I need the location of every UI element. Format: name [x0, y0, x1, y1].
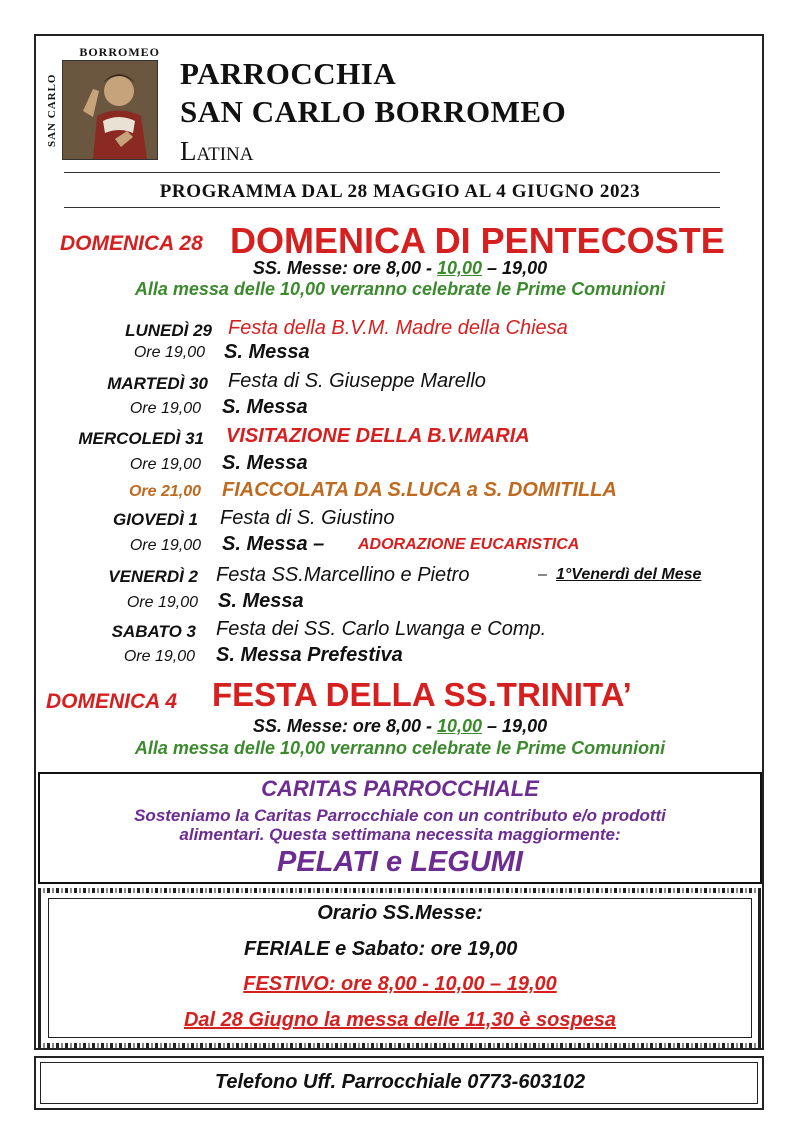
- time-mon: Ore 19,00: [133, 344, 205, 361]
- sunday2-day: DOMENICA 4: [46, 690, 178, 713]
- sunday2-masses: [0, 716, 800, 737]
- saint-portrait-image: [62, 60, 158, 160]
- day-label-fri: VENERDÌ 2: [108, 567, 198, 586]
- parish-city: Latina: [180, 136, 254, 166]
- sunday2-masses-suffix: – 19,00: [482, 716, 548, 736]
- day-label-sat: SABATO 3: [111, 622, 196, 641]
- mass-sat: S. Messa Prefestiva: [216, 644, 403, 666]
- sunday1-masses-suffix: – 19,00: [482, 258, 548, 278]
- programme-title: PROGRAMMA DAL 28 MAGGIO AL 4 GIUGNO 2023: [159, 181, 641, 202]
- schedule-notice: Dal 28 Giugno la messa delle 11,30 è sospesa: [183, 1009, 617, 1031]
- sunday1-masses: [0, 258, 800, 279]
- caritas-line1: Sosteniamo la Caritas Parrocchiale con un contributo e/o prodotti: [134, 806, 666, 825]
- time-sat: Ore 19,00: [123, 648, 195, 665]
- sunday2-feast: FESTA DELLA SS.TRINITA’: [212, 676, 632, 713]
- event-fri-dash: –: [538, 566, 547, 583]
- caritas-need: PELATI e LEGUMI: [277, 846, 523, 878]
- sunday1-note: Alla messa delle 10,00 verranno celebrate le Prime Comunioni: [134, 279, 666, 299]
- time-fri: Ore 19,00: [126, 594, 198, 611]
- sunday2-masses-highlight: 10,00: [436, 716, 483, 736]
- schedule-title: Orario SS.Messe:: [317, 902, 483, 924]
- time-wed-torchlight: Ore 21,00: [128, 483, 201, 500]
- day-label-wed: MERCOLEDÌ 31: [78, 429, 204, 448]
- day-label-mon: LUNEDÌ 29: [125, 321, 212, 340]
- schedule-feriale: FERIALE e Sabato: ore 19,00: [244, 938, 518, 960]
- sunday2-masses-prefix: SS. Messe: ore 8,00 -: [252, 716, 437, 736]
- event-mon: Festa della B.V.M. Madre della Chiesa: [228, 317, 568, 339]
- header-rule-top: [64, 172, 720, 173]
- sunday1-masses-prefix: SS. Messe: ore 8,00 -: [252, 258, 437, 278]
- event-tue: Festa di S. Giuseppe Marello: [228, 370, 486, 392]
- mass-tue: S. Messa: [222, 396, 308, 418]
- saint-portrait-drawing: [63, 61, 157, 159]
- event-wed-torchlight: FIACCOLATA DA S.LUCA a S. DOMITILLA: [222, 479, 617, 501]
- parish-title-line1: PARROCCHIA: [180, 56, 397, 91]
- mass-mon: S. Messa: [224, 341, 310, 363]
- day-label-tue: MARTEDÌ 30: [107, 374, 208, 393]
- schedule-festivo: FESTIVO: ore 8,00 - 10,00 – 19,00: [243, 973, 557, 995]
- header-rule-bottom: [64, 207, 720, 208]
- mass-wed: S. Messa: [222, 452, 308, 474]
- event-fri: Festa SS.Marcellino e Pietro: [216, 564, 470, 586]
- sunday1-feast: DOMENICA DI PENTECOSTE: [230, 220, 725, 261]
- sunday1-masses-highlight: 10,00: [436, 258, 483, 278]
- time-wed: Ore 19,00: [129, 456, 201, 473]
- adoration-label: ADORAZIONE EUCARISTICA: [358, 536, 580, 553]
- logo-top-text: BORROMEO: [79, 45, 160, 59]
- time-tue: Ore 19,00: [129, 400, 201, 417]
- parish-title-line2: SAN CARLO BORROMEO: [180, 94, 567, 129]
- mass-thu: S. Messa –: [222, 533, 325, 555]
- day-label-thu: GIOVEDÌ 1: [112, 510, 198, 529]
- sunday1-day: DOMENICA 28: [60, 232, 203, 255]
- sunday2-note: Alla messa delle 10,00 verranno celebrate le Prime Comunioni: [134, 738, 666, 758]
- caritas-line2: alimentari. Questa settimana necessita maggiormente:: [179, 825, 621, 844]
- parish-phone: Telefono Uff. Parrocchiale 0773-603102: [214, 1071, 586, 1093]
- caritas-title: CARITAS PARROCCHIALE: [261, 776, 539, 801]
- event-sat: Festa dei SS. Carlo Lwanga e Comp.: [216, 618, 547, 640]
- parish-logo: [46, 46, 160, 160]
- event-thu: Festa di S. Giustino: [220, 507, 395, 529]
- first-friday-label: 1°Venerdì del Mese: [556, 566, 702, 583]
- event-wed: [226, 425, 530, 448]
- time-thu: Ore 19,00: [129, 537, 201, 554]
- logo-side-text: SAN CARLO: [46, 73, 58, 147]
- event-wed-text: VISITAZIONE DELLA B.V.MARIA: [226, 425, 530, 447]
- mass-fri: S. Messa: [218, 590, 304, 612]
